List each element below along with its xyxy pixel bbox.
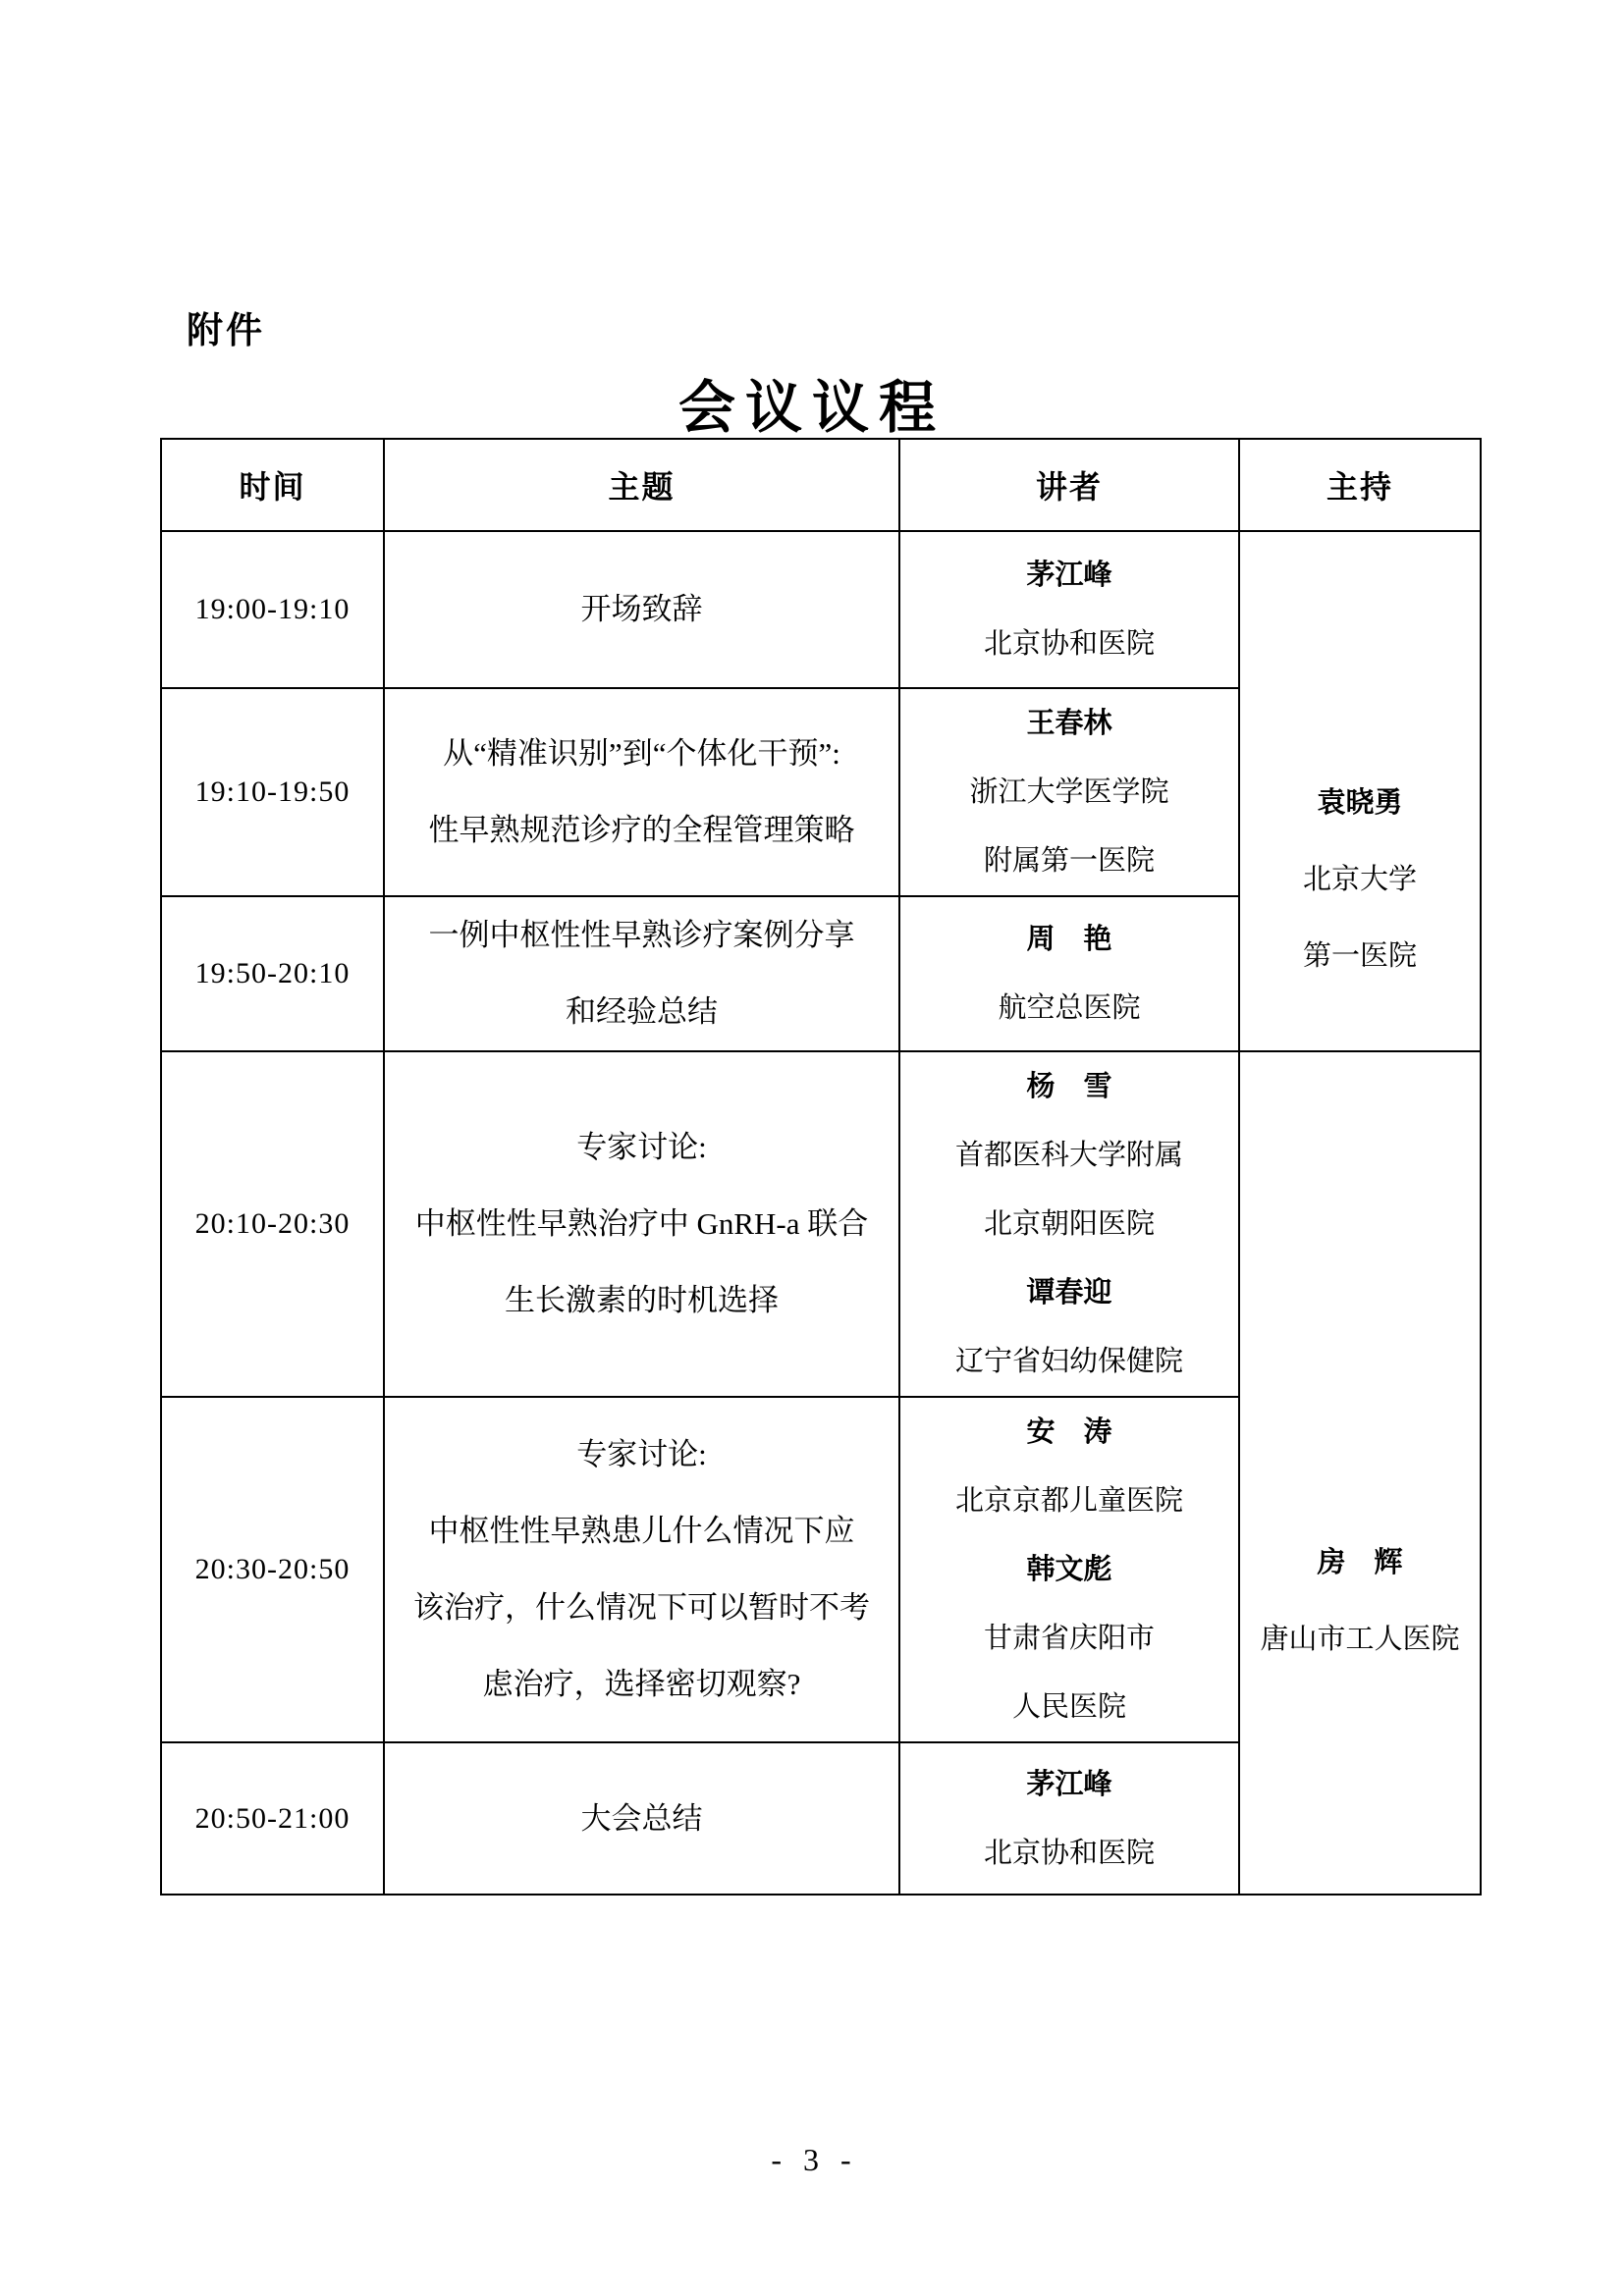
speaker-org: 航空总医院 — [998, 992, 1141, 1024]
topic-cell — [384, 531, 899, 688]
topic-line: 大会总结 — [580, 1800, 703, 1836]
speaker-org: 北京协和医院 — [983, 628, 1155, 660]
speaker-org: 附属第一医院 — [983, 845, 1155, 877]
page-number: - 3 - — [771, 2142, 853, 2177]
speaker-org: 人民医院 — [1011, 1691, 1126, 1723]
attachment-label: 附件 — [187, 310, 265, 350]
host-org: 第一医院 — [1302, 940, 1417, 972]
topic-cell — [384, 1051, 899, 1397]
speaker-org: 北京朝阳医院 — [983, 1208, 1155, 1240]
topic-cell — [384, 1397, 899, 1742]
speaker-cell — [899, 896, 1239, 1051]
speaker-name: 谭春迎 — [1026, 1277, 1112, 1308]
host-name: 房 辉 — [1317, 1546, 1403, 1578]
header-row — [161, 439, 1481, 531]
topic-cell — [384, 1742, 899, 1895]
speaker-cell — [899, 688, 1239, 896]
agenda-table — [160, 438, 1482, 1896]
topic-cell — [384, 688, 899, 896]
topic-line: 开场致辞 — [580, 592, 703, 626]
topic-line: 中枢性性早熟患儿什么情况下应 — [428, 1514, 855, 1548]
topic-line: 一例中枢性性早熟诊疗案例分享 — [428, 918, 855, 952]
topic-line: 和经验总结 — [566, 994, 718, 1029]
column-header-time: 时间 — [161, 439, 384, 531]
topic-line: 从“精准识别”到“个体化干预”: — [443, 736, 840, 771]
topic-line: 性早熟规范诊疗的全程管理策略 — [428, 813, 855, 847]
time-cell: 20:30-20:50 — [161, 1397, 384, 1742]
speaker-org: 北京京都儿童医院 — [954, 1485, 1183, 1517]
speaker-org: 浙江大学医学院 — [969, 776, 1169, 808]
column-header-speaker: 讲者 — [899, 439, 1239, 531]
table-row — [161, 531, 1481, 688]
speaker-org: 辽宁省妇幼保健院 — [954, 1346, 1183, 1377]
speaker-cell — [899, 1397, 1239, 1742]
topic-line: 专家讨论: — [576, 1130, 707, 1164]
topic-line: 该治疗，什么情况下可以暂时不考 — [413, 1590, 870, 1625]
speaker-cell — [899, 1742, 1239, 1895]
column-header-topic: 主题 — [384, 439, 899, 531]
host-org: 北京大学 — [1302, 864, 1417, 895]
speaker-name: 安 涛 — [1026, 1416, 1112, 1448]
speaker-org: 首都医科大学附属 — [954, 1140, 1183, 1171]
topic-line: 虑治疗，选择密切观察? — [482, 1667, 801, 1701]
speaker-org: 甘肃省庆阳市 — [983, 1623, 1155, 1654]
time-cell: 20:10-20:30 — [161, 1051, 384, 1397]
host-cell — [1239, 531, 1481, 1051]
table-row — [161, 1051, 1481, 1397]
topic-line: 生长激素的时机选择 — [505, 1283, 779, 1317]
speaker-name: 杨 雪 — [1026, 1071, 1112, 1102]
topic-line: 中枢性性早熟治疗中 GnRH-a 联合 — [414, 1206, 869, 1241]
speaker-cell — [899, 531, 1239, 688]
speaker-name: 茅江峰 — [1026, 560, 1112, 591]
speaker-cell — [899, 1051, 1239, 1397]
page-title: 会议议程 — [677, 376, 946, 440]
time-cell: 20:50-21:00 — [161, 1742, 384, 1895]
host-org: 唐山市工人医院 — [1260, 1623, 1460, 1655]
host-name: 袁晓勇 — [1317, 787, 1403, 819]
speaker-org: 北京协和医院 — [983, 1837, 1155, 1869]
speaker-name: 茅江峰 — [1026, 1768, 1112, 1800]
time-cell: 19:10-19:50 — [161, 688, 384, 896]
time-cell: 19:50-20:10 — [161, 896, 384, 1051]
host-cell — [1239, 1051, 1481, 1895]
topic-line: 专家讨论: — [576, 1437, 707, 1471]
speaker-name: 周 艳 — [1026, 924, 1112, 955]
speaker-name: 王春林 — [1026, 708, 1112, 739]
topic-cell — [384, 896, 899, 1051]
column-header-host: 主持 — [1239, 439, 1481, 531]
speaker-name: 韩文彪 — [1026, 1554, 1112, 1585]
time-cell: 19:00-19:10 — [161, 531, 384, 688]
